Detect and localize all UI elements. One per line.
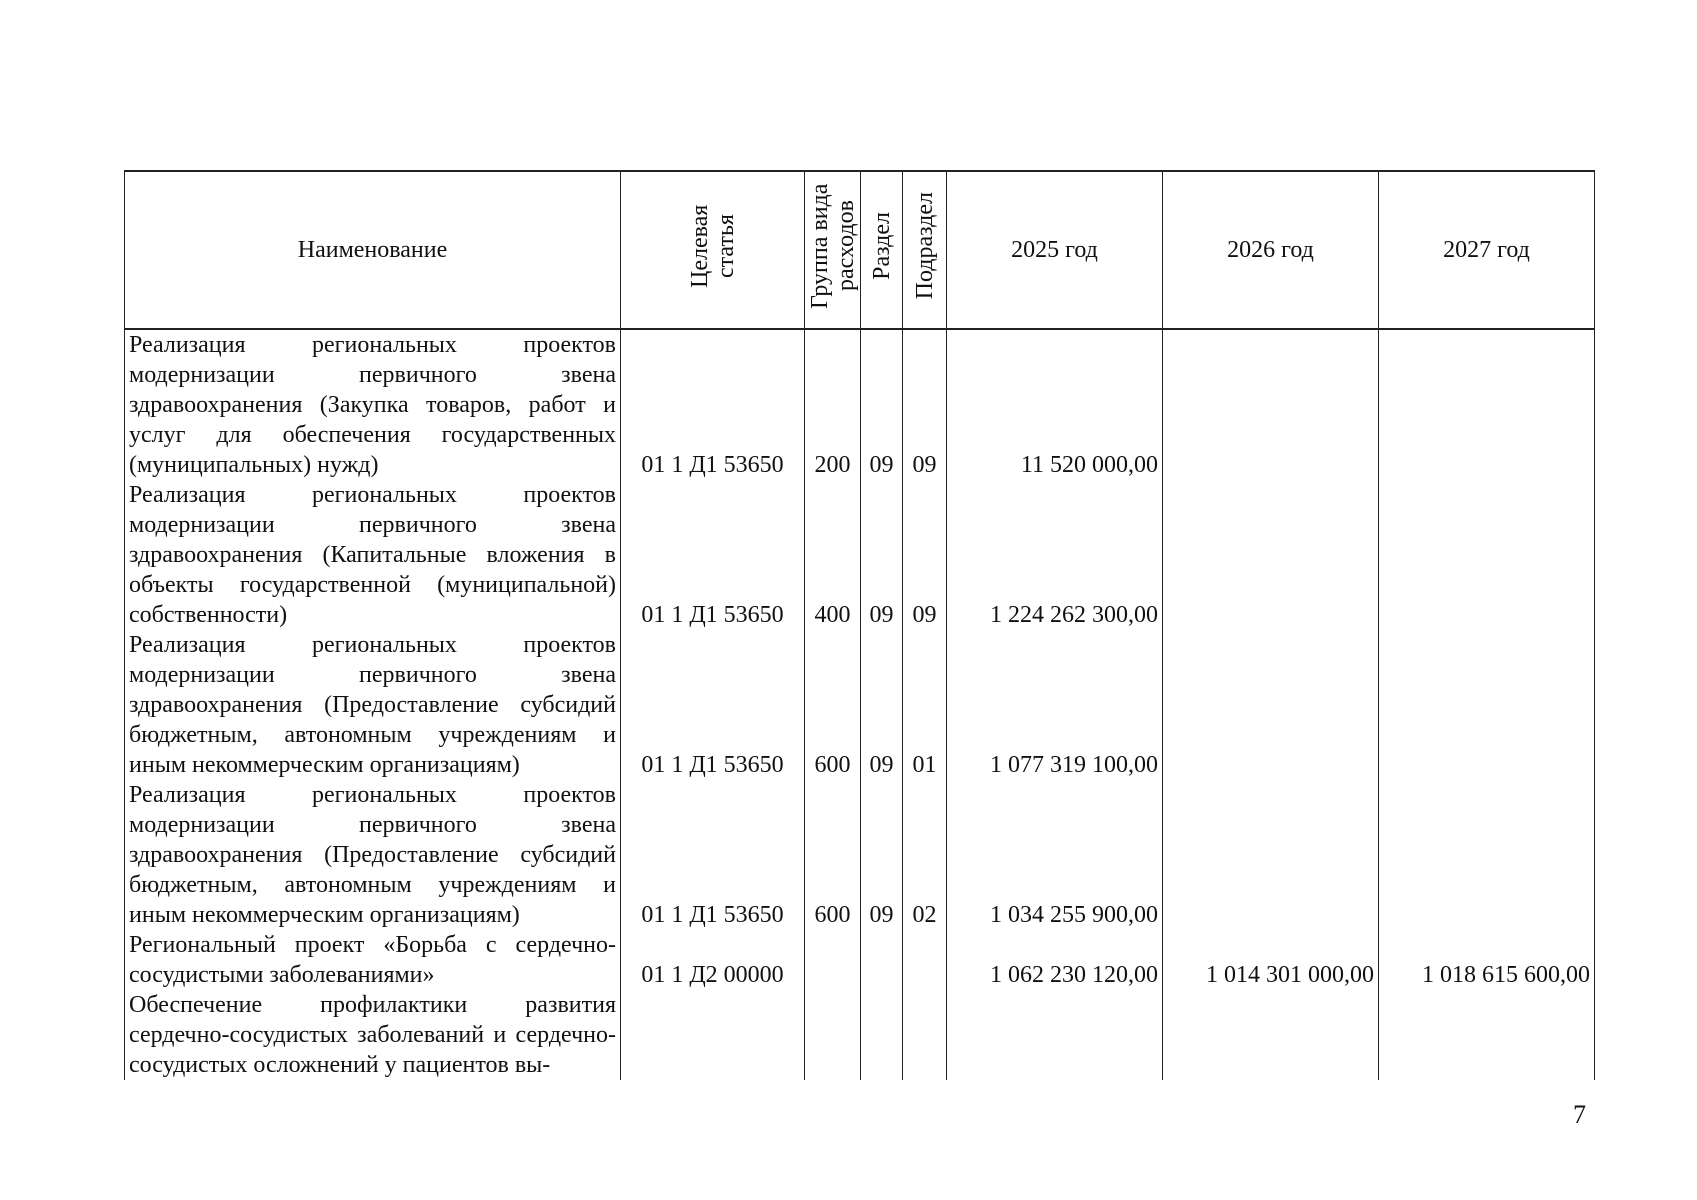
table-row	[125, 780, 1595, 930]
row-article: 01 1 Д1 53650	[621, 480, 805, 630]
budget-table	[124, 170, 1595, 1080]
row-2027: 1 018 615 600,00	[1379, 930, 1595, 990]
row-article	[621, 990, 805, 1080]
row-name: Реализация региональных проектов модернизации первичного звена здравоохранения (Предоставление субсидий бюджетным, автономным учреждениям и иным некоммерческим организациям)	[125, 780, 621, 930]
row-name: Обеспечение профилактики развития сердечно-сосудистых заболеваний и сердечно-сосудистых осложнений у пациентов вы-	[125, 990, 621, 1080]
row-section	[861, 990, 903, 1080]
row-group	[805, 990, 861, 1080]
row-group	[805, 930, 861, 990]
row-section: 09	[861, 480, 903, 630]
row-name: Реализация региональных проектов модернизации первичного звена здравоохранения (Предоставление субсидий бюджетным, автономным учреждениям и иным некоммерческим организациям)	[125, 630, 621, 780]
header-year-2025: 2025 год	[947, 171, 1163, 329]
table-row	[125, 630, 1595, 780]
header-target-article: Целевая статья	[621, 171, 805, 329]
header-section: Раздел	[861, 171, 903, 329]
row-section: 09	[861, 780, 903, 930]
table-row	[125, 930, 1595, 990]
row-subsection: 09	[903, 329, 947, 480]
row-group: 600	[805, 630, 861, 780]
row-2027	[1379, 990, 1595, 1080]
row-name: Региональный проект «Борьба с сердечно-сосудистыми заболеваниями»	[125, 930, 621, 990]
row-2027	[1379, 480, 1595, 630]
row-name: Реализация региональных проектов модернизации первичного звена здравоохранения (Капитальные вложения в объекты государственной (муниципальной) собственности)	[125, 480, 621, 630]
row-section: 09	[861, 630, 903, 780]
table-row	[125, 990, 1595, 1080]
row-group: 600	[805, 780, 861, 930]
row-2027	[1379, 630, 1595, 780]
row-article: 01 1 Д2 00000	[621, 930, 805, 990]
row-subsection	[903, 990, 947, 1080]
row-article: 01 1 Д1 53650	[621, 630, 805, 780]
row-section	[861, 930, 903, 990]
row-name: Реализация региональных проектов модернизации первичного звена здравоохранения (Закупка товаров, работ и услуг для обеспечения государственных (муниципальных) нужд)	[125, 329, 621, 480]
row-2026: 1 014 301 000,00	[1163, 930, 1379, 990]
table-row	[125, 329, 1595, 480]
row-subsection: 01	[903, 630, 947, 780]
header-expense-group: Группа вида расходов	[805, 171, 861, 329]
row-2025: 1 077 319 100,00	[947, 630, 1163, 780]
row-subsection: 09	[903, 480, 947, 630]
row-group: 400	[805, 480, 861, 630]
row-2025: 1 034 255 900,00	[947, 780, 1163, 930]
row-subsection: 02	[903, 780, 947, 930]
page-number: 7	[1573, 1100, 1586, 1129]
row-article: 01 1 Д1 53650	[621, 329, 805, 480]
row-group: 200	[805, 329, 861, 480]
row-2026	[1163, 990, 1379, 1080]
table-header-row	[125, 171, 1595, 329]
header-year-2027: 2027 год	[1379, 171, 1595, 329]
row-2026	[1163, 480, 1379, 630]
row-2026	[1163, 329, 1379, 480]
row-2025	[947, 990, 1163, 1080]
header-subsection: Подраздел	[903, 171, 947, 329]
row-2026	[1163, 780, 1379, 930]
row-2025: 11 520 000,00	[947, 329, 1163, 480]
header-name: Наименование	[125, 171, 621, 329]
row-2025: 1 062 230 120,00	[947, 930, 1163, 990]
row-2025: 1 224 262 300,00	[947, 480, 1163, 630]
row-article: 01 1 Д1 53650	[621, 780, 805, 930]
row-section: 09	[861, 329, 903, 480]
header-year-2026: 2026 год	[1163, 171, 1379, 329]
table-row	[125, 480, 1595, 630]
row-2027	[1379, 329, 1595, 480]
row-subsection	[903, 930, 947, 990]
row-2026	[1163, 630, 1379, 780]
row-2027	[1379, 780, 1595, 930]
